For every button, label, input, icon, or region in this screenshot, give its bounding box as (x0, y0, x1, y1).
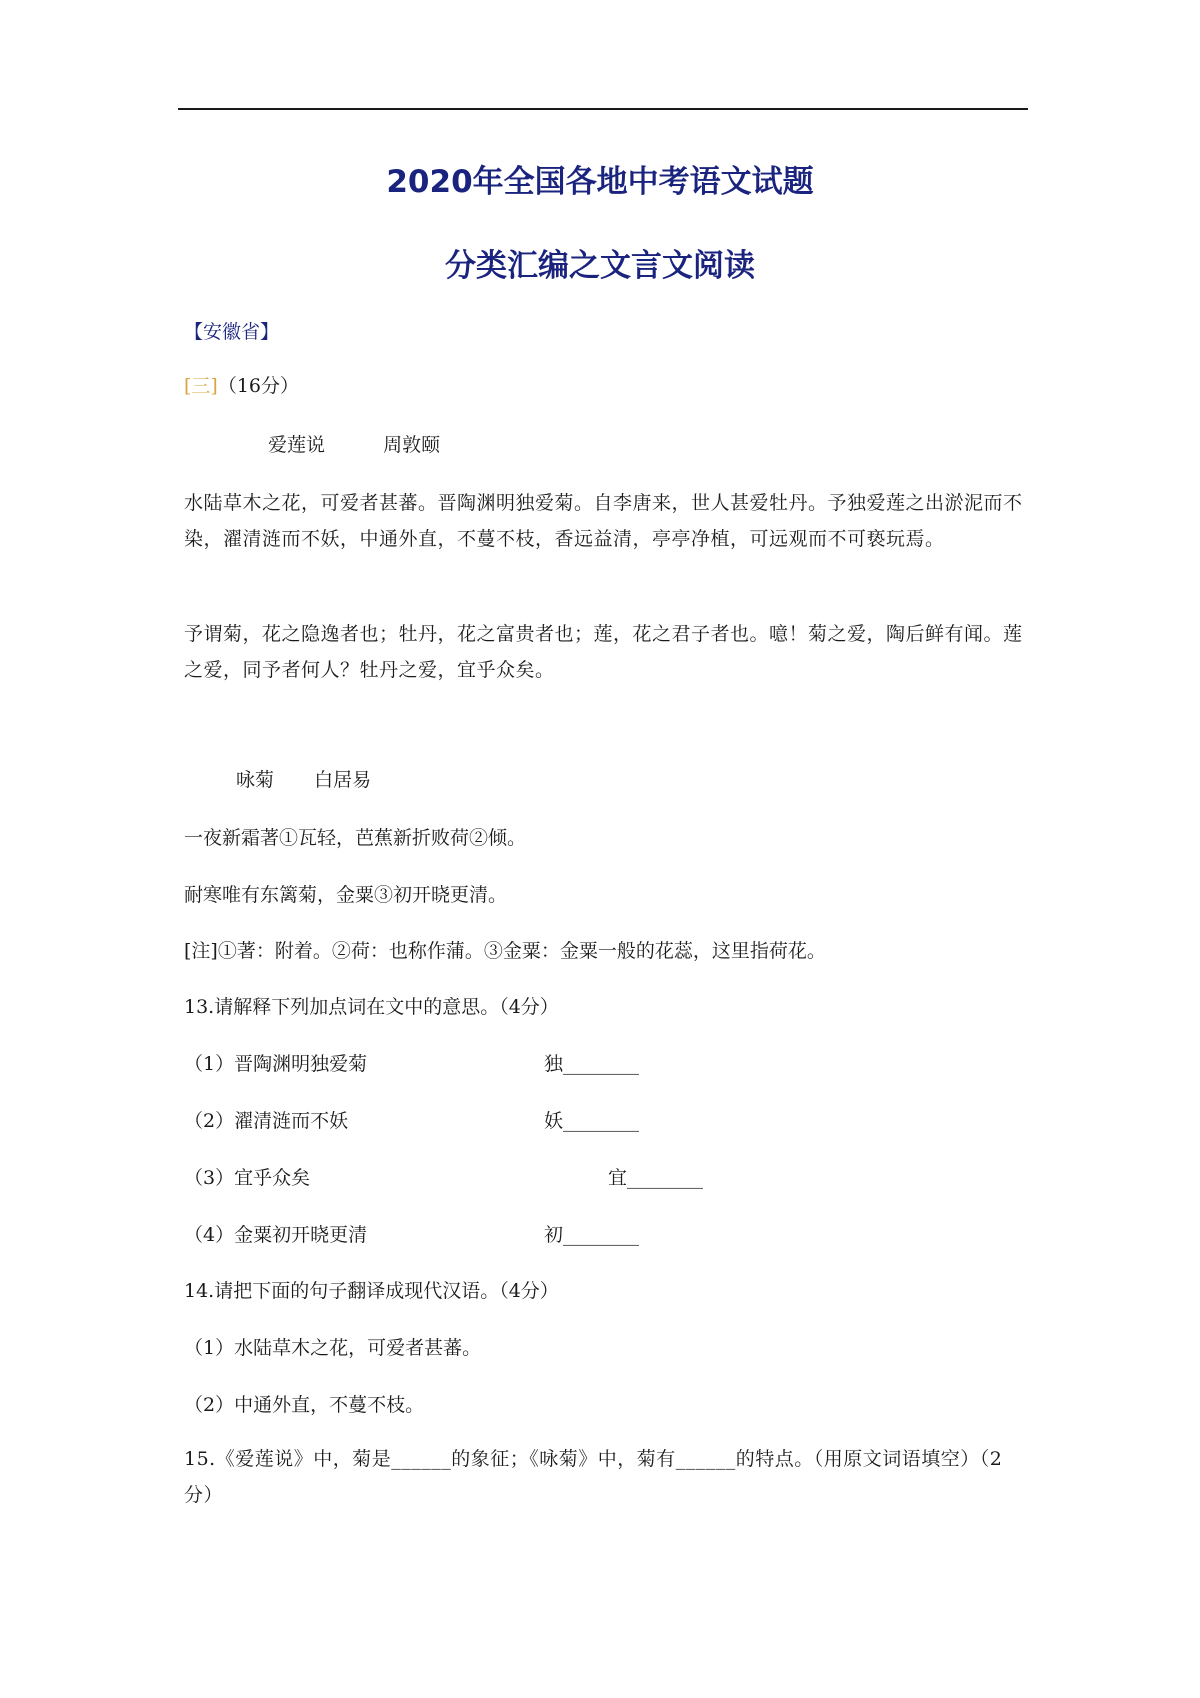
poem-line-2: 耐寒唯有东篱菊，金粟③初开晓更清。 (184, 884, 508, 906)
top-rule (178, 108, 1028, 110)
page-title-line1: 2020年全国各地中考语文试题 (386, 164, 814, 200)
q13-answer-2: 妖________ (544, 1110, 640, 1132)
q14-item-2: （2）中通外直，不蔓不枝。 (184, 1394, 425, 1416)
q13-stem: 13.请解释下列加点词在文中的意思。（4分） (184, 996, 559, 1018)
part-bracket: [三] (184, 375, 218, 397)
text1-paragraph-2: 予谓菊，花之隐逸者也；牡丹，花之富贵者也；莲，花之君子者也。噫！菊之爱，陶后鲜有闻。莲之爱，同予者何人？牡丹之爱，宜乎众矣。 (184, 623, 1023, 681)
province-label: 【安徽省】 (184, 321, 280, 343)
q14-stem: 14.请把下面的句子翻译成现代汉语。（4分） (184, 1280, 559, 1302)
text2-title: 咏菊 (236, 769, 275, 791)
part-score: （16分） (217, 375, 300, 397)
q13-answer-4: 初________ (544, 1224, 640, 1246)
text1-heading (268, 431, 440, 459)
text2-author: 白居易 (314, 769, 372, 791)
text2-heading (236, 766, 371, 794)
text1-paragraph-1: 水陆草木之花，可爱者甚蕃。晋陶渊明独爱菊。自李唐来，世人甚爱牡丹。予独爱莲之出淤泥而不染，濯清涟而不妖，中通外直，不蔓不枝，香远益清，亭亭净植，可远观而不可亵玩焉。 (184, 492, 1023, 550)
q15-stem: 15.《爱莲说》中，菊是______的象征；《咏菊》中，菊有______的特点。（用原文词语填空）（2分） (184, 1448, 1003, 1506)
q14-item-1: （1）水陆草木之花，可爱者甚蕃。 (184, 1337, 482, 1359)
q13-answer-1: 独________ (544, 1053, 640, 1075)
page-title-line2: 分类汇编之文言文阅读 (445, 248, 755, 284)
q13-item-4: （4）金粟初开晓更清 (184, 1224, 368, 1246)
q13-item-3: （3）宜乎众矣 (184, 1167, 311, 1189)
text1-author: 周敦颐 (383, 434, 441, 456)
text1-title: 爱莲说 (268, 434, 326, 456)
poem-line-1: 一夜新霜著①瓦轻，芭蕉新折败荷②倾。 (184, 827, 527, 849)
q13-answer-3: 宜________ (608, 1167, 704, 1189)
poem-note: [注]①著：附着。②荷：也称作蒲。③金粟：金粟一般的花蕊，这里指荷花。 (184, 940, 826, 962)
q13-item-2: （2）濯清涟而不妖 (184, 1110, 349, 1132)
part-heading (184, 372, 299, 400)
q13-item-1: （1）晋陶渊明独爱菊 (184, 1053, 368, 1075)
